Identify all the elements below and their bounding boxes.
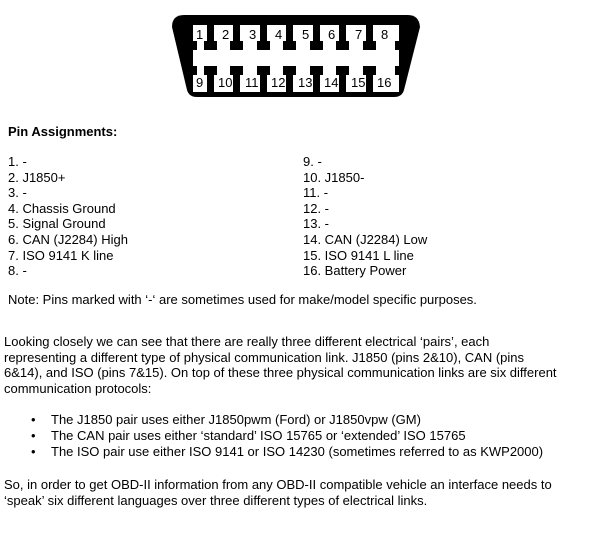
- pin-item: 8. -: [8, 263, 27, 279]
- pin-item: 5. Signal Ground: [8, 216, 106, 232]
- conclusion-line: So, in order to get OBD-II information from any OBD-II compatible vehicle an interface needs to: [4, 477, 552, 492]
- bullet-icon: •: [31, 428, 36, 444]
- pin-label: 14: [324, 75, 339, 90]
- pin-item: 2. J1850+: [8, 169, 66, 185]
- pin-label: 12: [271, 75, 286, 90]
- intro-paragraph: [4, 334, 604, 396]
- pin-label: 7: [355, 27, 363, 42]
- pin-label: 8: [381, 27, 389, 42]
- protocol-text: The CAN pair uses either ‘standard’ ISO 15765 or ‘extended’ ISO 15765: [51, 428, 466, 444]
- pin-item: 11. -: [303, 185, 329, 201]
- pin-item: 13. -: [303, 216, 330, 232]
- pin-item: 16. Battery Power: [303, 263, 407, 279]
- pin-item: 6. CAN (J2284) High: [8, 231, 128, 247]
- intro-line: 6&14), and ISO (pins 7&15). On top of these three physical communication links are six different: [4, 365, 557, 381]
- pin-label: 10: [218, 75, 233, 90]
- pin-label: 13: [298, 75, 313, 90]
- protocol-text: The J1850 pair uses either J1850pwm (Ford) or J1850vpw (GM): [51, 412, 421, 427]
- pin-item: 15. ISO 9141 L line: [303, 247, 414, 263]
- pin-label: 9: [196, 75, 204, 90]
- pin-item: 4. Chassis Ground: [8, 200, 116, 216]
- intro-line: communication protocols:: [4, 380, 152, 396]
- protocol-item-j1850: [0, 412, 543, 428]
- obd2-connector-diagram: [0, 0, 607, 110]
- bullet-icon: •: [31, 444, 36, 460]
- conclusion-line: ‘speak’ six different languages over three different types of electrical links.: [4, 492, 428, 508]
- pin-assignments-heading: Pin Assignments:: [8, 124, 118, 139]
- pin-label: 2: [222, 27, 230, 42]
- pin-item: 3. -: [8, 185, 27, 201]
- bullet-icon: •: [31, 412, 36, 427]
- pin-note: Note: Pins marked with ‘-‘ are sometimes used for make/model specific purposes.: [8, 292, 477, 307]
- protocol-list: [0, 412, 543, 461]
- protocol-item-can: [0, 428, 543, 444]
- pin-list-left: [8, 154, 128, 279]
- conclusion-paragraph: [4, 477, 604, 508]
- pin-label: 5: [302, 27, 310, 42]
- pin-item: 1. -: [8, 154, 27, 169]
- pin-item: 7. ISO 9141 K line: [8, 247, 114, 263]
- protocol-item-iso: [0, 444, 543, 460]
- pin-label: 6: [328, 27, 336, 42]
- pin-list-right: [303, 154, 427, 279]
- pin-label: 4: [275, 27, 283, 42]
- pin-label: 3: [249, 27, 257, 42]
- pin-item: 12. -: [303, 200, 330, 216]
- pin-label: 1: [196, 27, 204, 42]
- intro-line: representing a different type of physical communication link. J1850 (pins 2&10), CAN (pins: [4, 349, 525, 365]
- pin-label: 11: [245, 75, 259, 90]
- intro-line: Looking closely we can see that there are really three different electrical ‘pairs’, each: [4, 334, 490, 349]
- pin-item: 10. J1850-: [303, 169, 365, 185]
- pin-item: 9. -: [303, 154, 322, 169]
- pin-label: 15: [351, 75, 366, 90]
- pin-item: 14. CAN (J2284) Low: [303, 231, 428, 247]
- protocol-text: The ISO pair use either ISO 9141 or ISO 14230 (sometimes referred to as KWP2000): [51, 444, 544, 460]
- pin-label: 16: [377, 75, 392, 90]
